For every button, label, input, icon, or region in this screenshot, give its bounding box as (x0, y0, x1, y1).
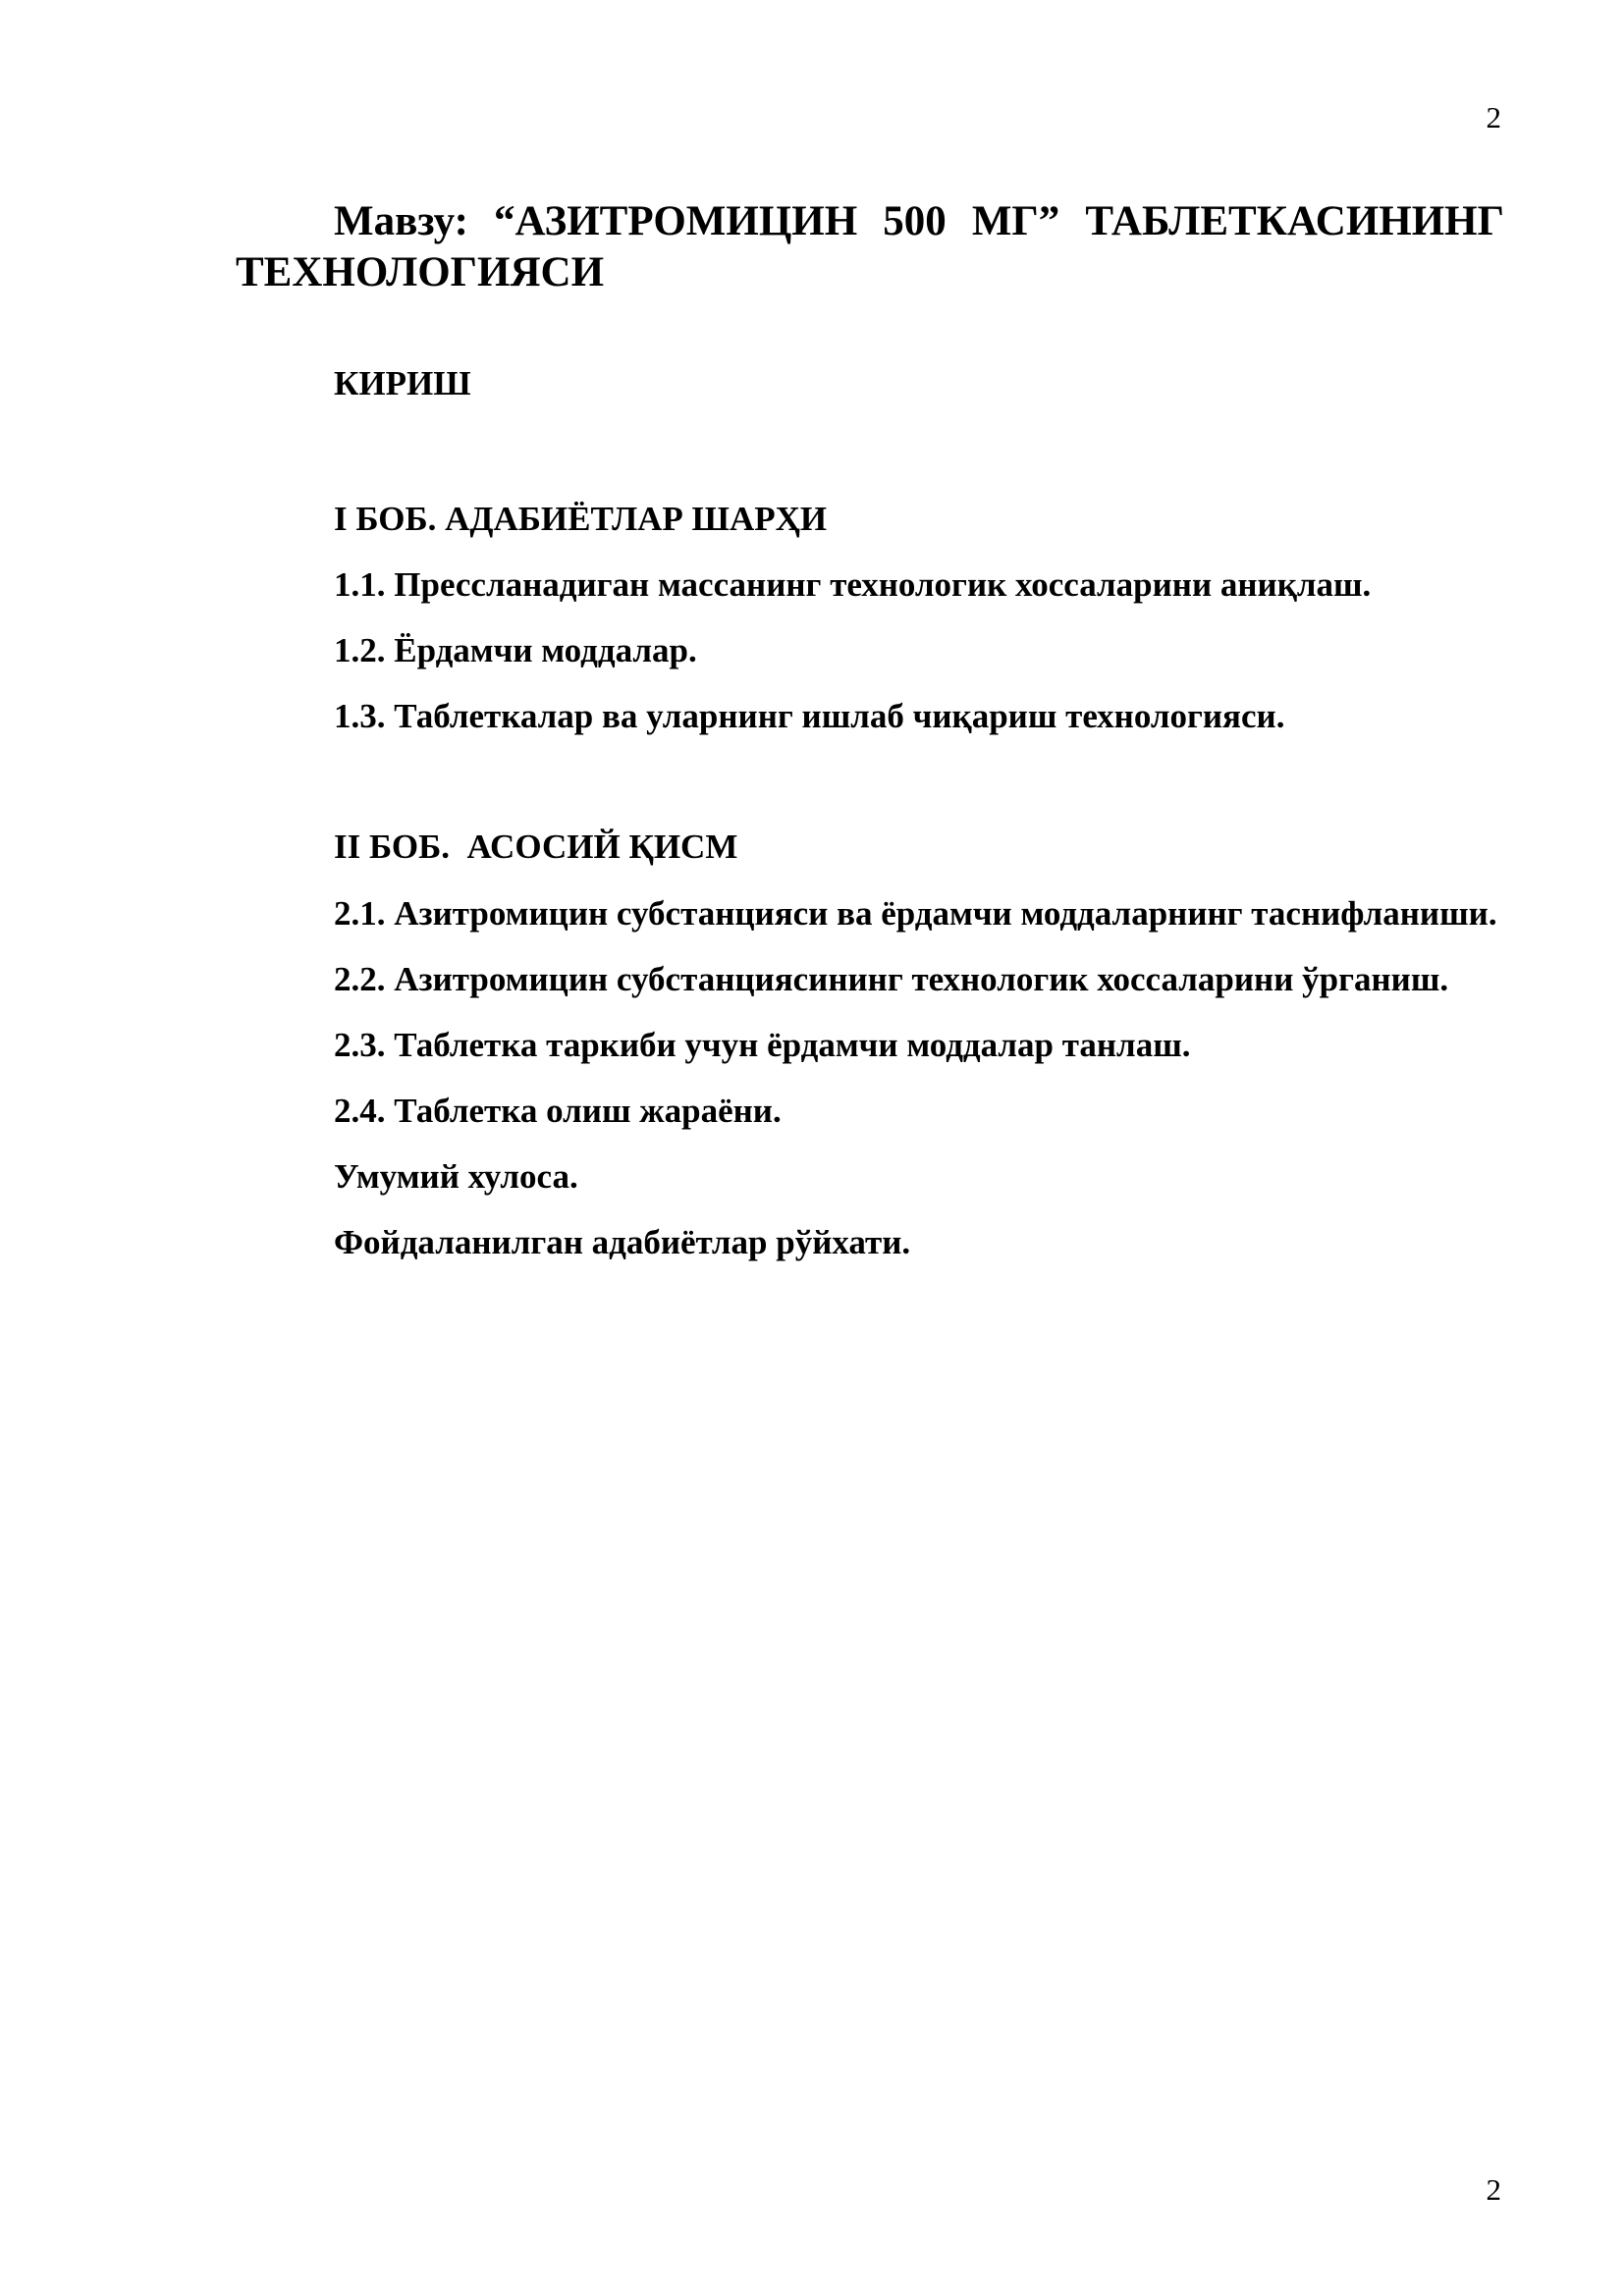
toc-item-2-4: 2.4. Таблетка олиш жараёни. (334, 1092, 782, 1130)
toc-item-conclusion: Умумий хулоса. (334, 1157, 578, 1196)
chapter-2-heading: II БОБ. АСОСИЙ ҚИСМ (334, 828, 738, 866)
toc-item-references: Фойдаланилган адабиётлар рўйхати. (334, 1223, 911, 1261)
intro-heading: КИРИШ (334, 364, 471, 402)
toc-item-2-1: 2.1. Азитромицин субстанцияси ва ёрдамчи моддаларнинг таснифланиши. (334, 894, 1497, 933)
document-body (236, 196, 1504, 1261)
chapter-1-heading: I БОБ. АДАБИЁТЛАР ШАРҲИ (334, 500, 828, 538)
document-title: Мавзу: “АЗИТРОМИЦИН 500 МГ” ТАБЛЕТКАСИНИНГ ТЕХНОЛОГИЯСИ (236, 198, 1504, 295)
chapter-2-list (236, 881, 1504, 1275)
chapter-1-list (236, 552, 1504, 749)
toc-item-2-2: 2.2. Азитромицин субстанциясининг технологик хоссаларини ўрганиш. (334, 960, 1449, 998)
page-number-top: 2 (1486, 100, 1501, 134)
toc-item-1-2: 1.2. Ёрдамчи моддалар. (334, 631, 697, 669)
toc-item-1-3: 1.3. Таблеткалар ва уларнинг ишлаб чиқариш технологияси. (334, 697, 1285, 735)
toc-item-2-3: 2.3. Таблетка таркиби учун ёрдамчи моддалар танлаш. (334, 1026, 1191, 1064)
page-number-bottom: 2 (1486, 2172, 1501, 2207)
toc-item-1-1: 1.1. Прессланадиган массанинг технологик хоссаларини аниқлаш. (334, 565, 1372, 604)
